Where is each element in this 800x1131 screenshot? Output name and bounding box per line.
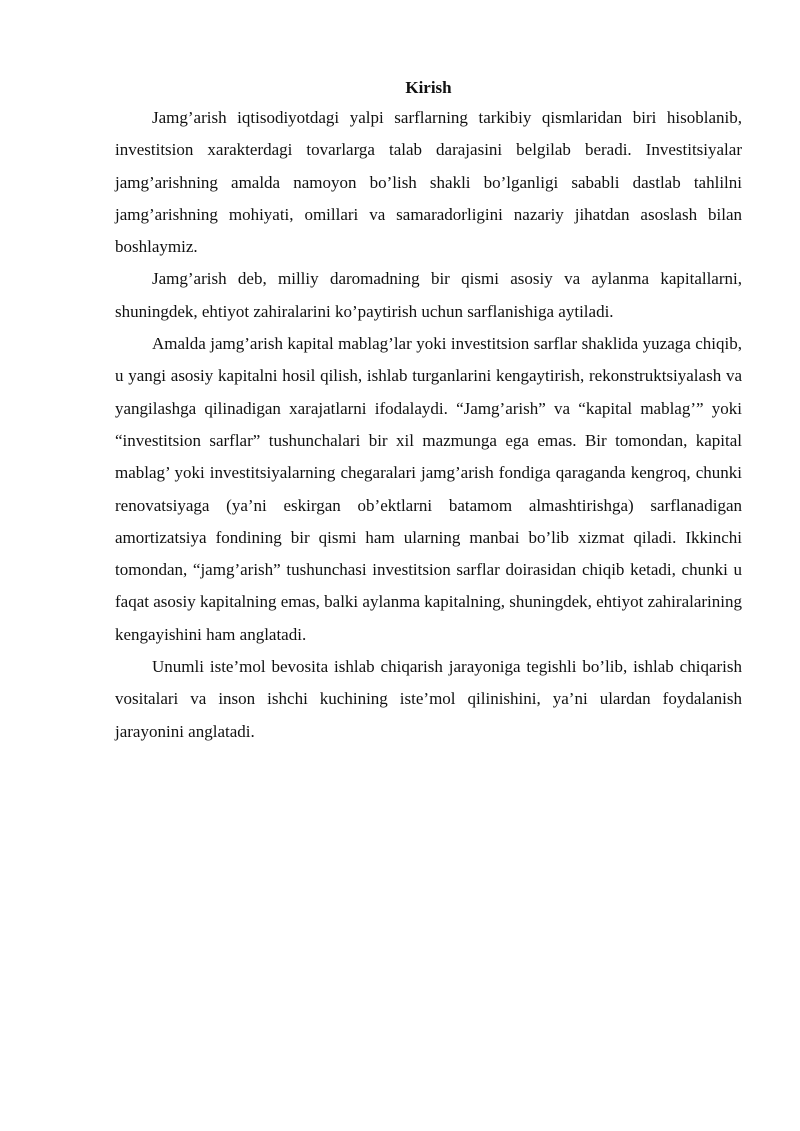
paragraph-2: Jamg’arish deb, milliy daromadning bir qismi asosiy va aylanma kapitallarni, shuningdek, ehtiyot zahiralarini ko’paytirish uchun sarflanishiga aytiladi. xyxy=(115,269,742,321)
paragraph-1: Jamg’arish iqtisodiyotdagi yalpi sarflarning tarkibiy qismlaridan biri hisoblanib, investitsion xarakterdagi tovarlarga talab darajasini belgilab beradi. Investitsiyalar jamg’arishning amalda namoyon bo’lish shakli bo’lganligi sababli dastlab tahlilni jamg’arishning mohiyati, omillari va samaradorligini nazariy jihatdan asoslash bilan boshlaymiz. xyxy=(115,108,742,257)
page-title: Kirish xyxy=(405,78,452,97)
paragraph-3: Amalda jamg’arish kapital mablag’lar yoki investitsion sarflar shaklida yuzaga chiqib, u yangi asosiy kapitalni hosil qilish, ishlab turganlarini kengaytirish, rekonstruktsiyalash va yangilashga qilinadigan xarajatlarni ifodalaydi. “Jamg’arish” va “kapital mablag’” yoki “investitsion sarflar” tushunchalari bir xil mazmunga ega emas. Bir tomondan, kapital mablag’ yoki investitsiyalarning chegaralari jamg’arish fondiga qaraganda kengroq, chunki renovatsiyaga (ya’ni eskirgan ob’ektlarni batamom almashtirishga) sarflanadigan amortizatsiya fondining bir qismi ham ularning manbai bo’lib xizmat qiladi. Ikkinchi tomondan, “jamg’arish” tushunchasi investitsion sarflar doirasidan chiqib ketadi, chunki u faqat asosiy kapitalning emas, balki aylanma kapitalning, shuningdek, ehtiyot zahiralarining kengayishini ham anglatadi. xyxy=(115,334,742,644)
document-body xyxy=(115,74,742,748)
paragraph-4: Unumli iste’mol bevosita ishlab chiqarish jarayoniga tegishli bo’lib, ishlab chiqarish vositalari va inson ishchi kuchining iste’mol qilinishini, ya’ni ulardan foydalanish jarayonini anglatadi. xyxy=(115,657,742,741)
